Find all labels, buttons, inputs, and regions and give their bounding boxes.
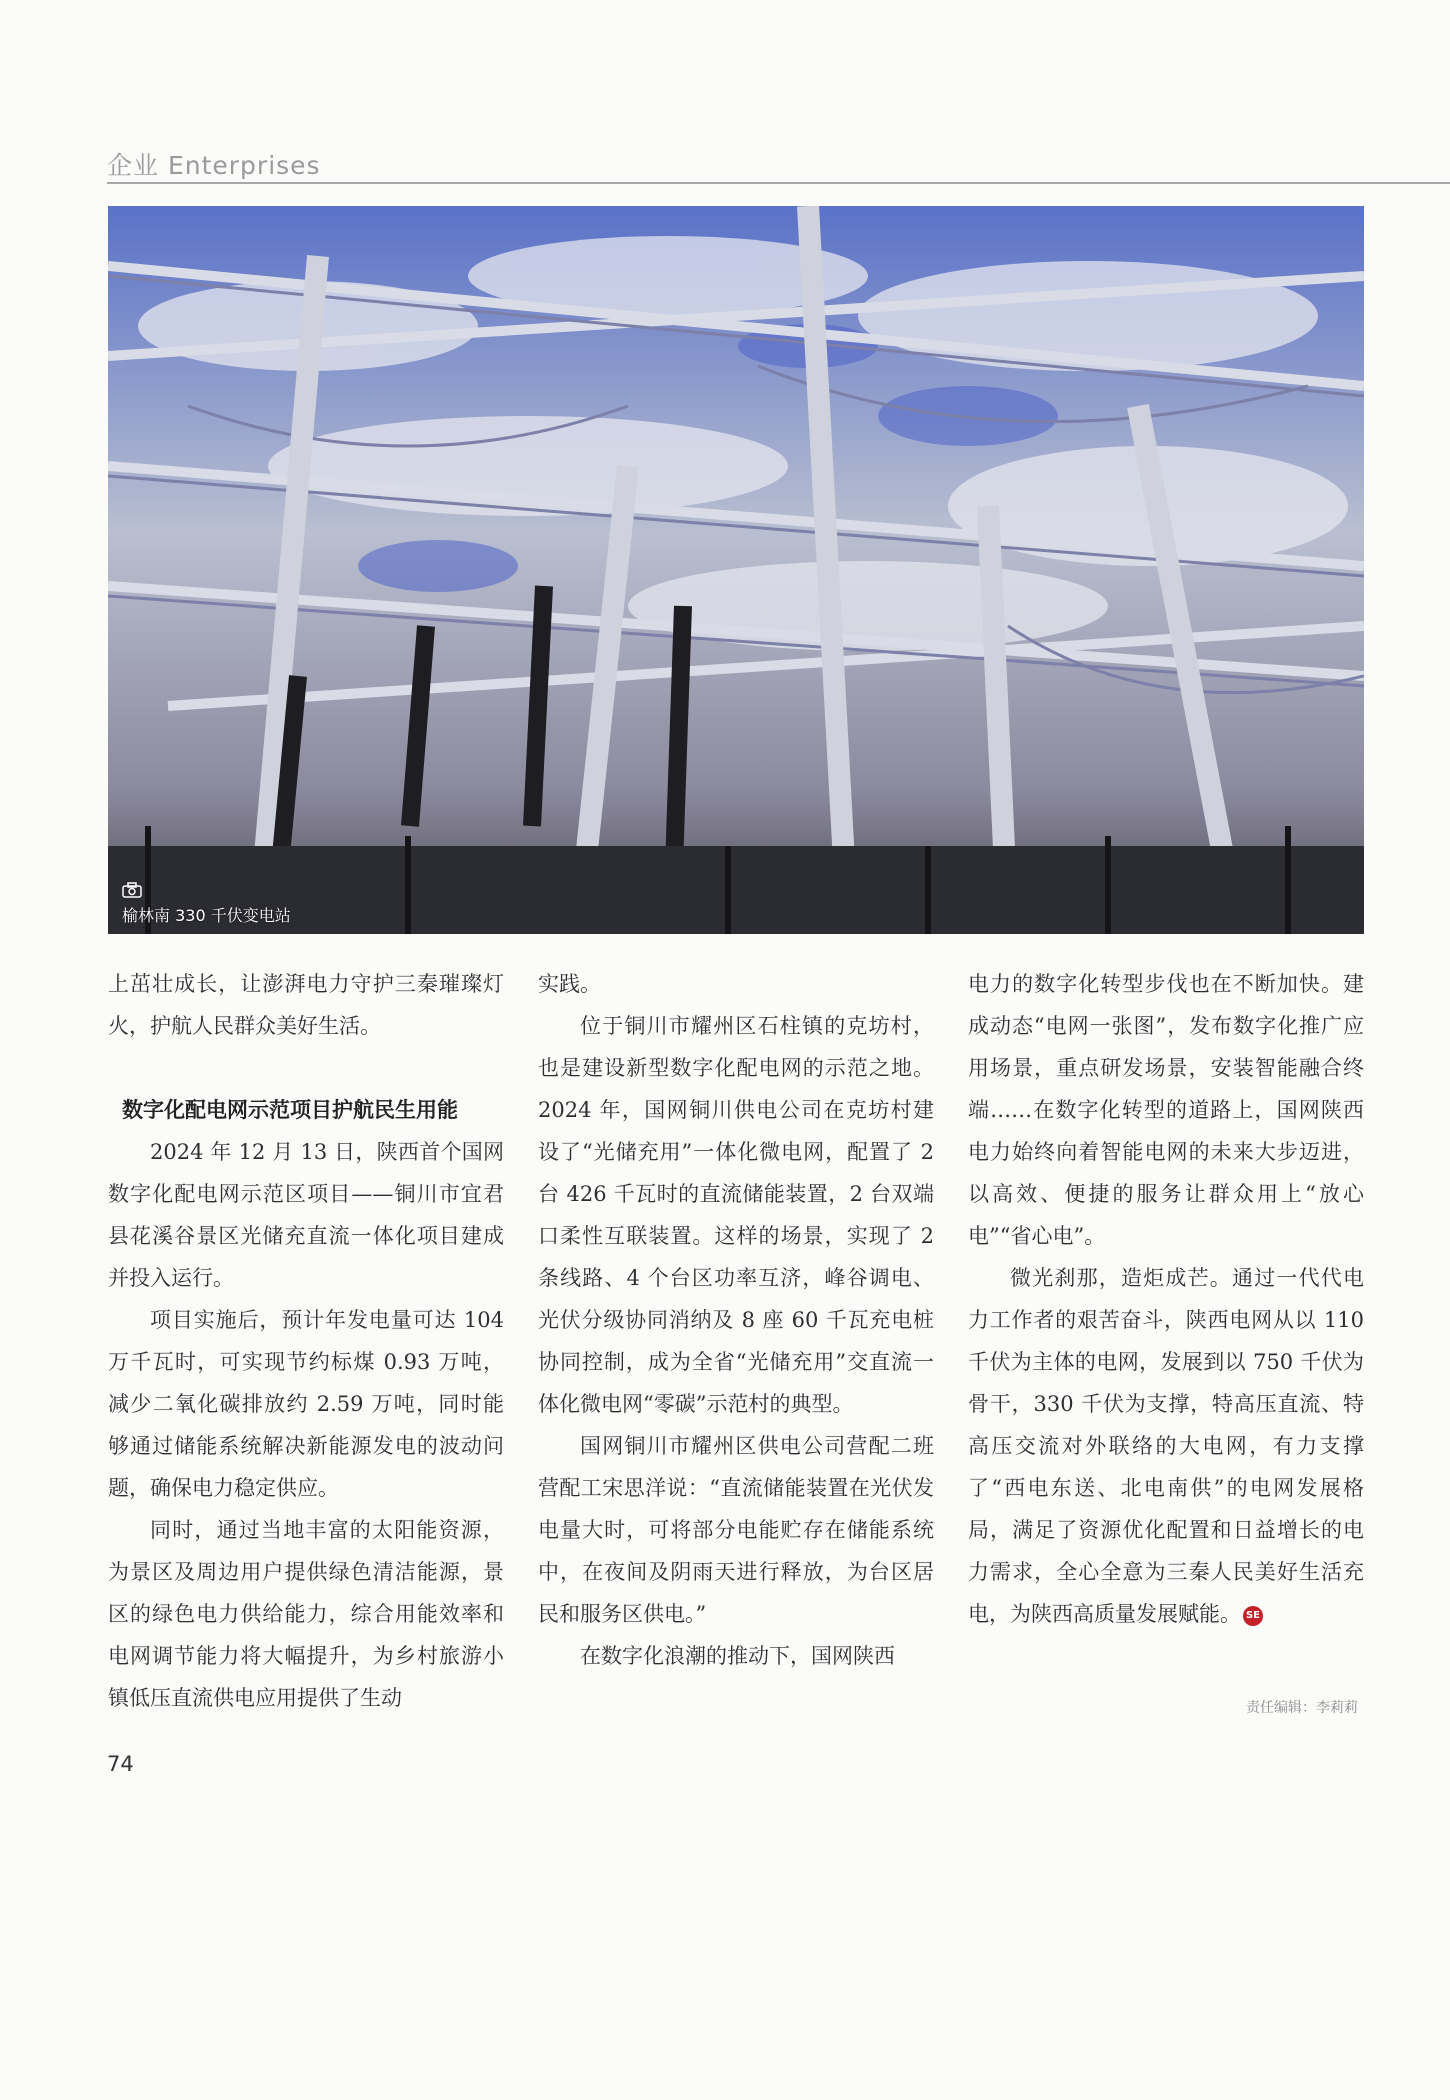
section-heading: 数字化配电网示范项目护航民生用能 — [122, 1098, 458, 1122]
end-mark-icon: SE — [1243, 1606, 1263, 1626]
substation-photo — [108, 206, 1364, 934]
editor-credit: 责任编辑：李莉莉 — [1246, 1700, 1358, 1716]
paragraph: 2024 年 12 月 13 日，陕西首个国网数字化配电网示范区项目——铜川市宜君县花溪谷景区光储充直流一体化项目建成并投入运行。 — [108, 1140, 504, 1290]
paragraph — [968, 1257, 1364, 1635]
camera-icon — [122, 882, 142, 898]
paragraph: 实践。 — [538, 972, 601, 996]
paragraph: 在数字化浪潮的推动下，国网陕西 — [580, 1644, 895, 1668]
paragraph: 上茁壮成长，让澎湃电力守护三秦璀璨灯火，护航人民群众美好生活。 — [108, 972, 504, 1038]
substation-illustration — [108, 206, 1364, 934]
header-rule — [107, 182, 1450, 184]
photo-caption: 榆林南 330 千伏变电站 — [122, 906, 291, 925]
paragraph: 位于铜川市耀州区石柱镇的克坊村，也是建设新型数字化配电网的示范之地。2024 年，国网铜川供电公司在克坊村建设了“光储充用”一体化微电网，配置了 2 台 426 千瓦时的直流储能装置，2 台双端口柔性互联装置。这样的场景，实现了 2 条线路、4 个台区功率互济，峰谷调电、光伏分级协同消纳及 8 座 60 千瓦充电桩协同控制，成为全省“光储充用”交直流一体化微电网“零碳”示范村的典型。 — [538, 1014, 934, 1416]
section-header: 企业 Enterprises — [107, 151, 321, 180]
paragraph: 同时，通过当地丰富的太阳能资源，为景区及周边用户提供绿色清洁能源，景区的绿色电力供给能力，综合用能效率和电网调节能力将大幅提升，为乡村旅游小镇低压直流供电应用提供了生动 — [108, 1518, 504, 1710]
page-number: 74 — [107, 1752, 134, 1776]
column-1 — [108, 963, 504, 1719]
paragraph: 国网铜川市耀州区供电公司营配二班营配工宋思洋说：“直流储能装置在光伏发电量大时，可将部分电能贮存在储能系统中，在夜间及阴雨天进行释放，为台区居民和服务区供电。” — [538, 1434, 934, 1626]
column-2 — [538, 963, 934, 1677]
paragraph: 项目实施后，预计年发电量可达 104 万千瓦时，可实现节约标煤 0.93 万吨，减少二氧化碳排放约 2.59 万吨，同时能够通过储能系统解决新能源发电的波动问题，确保电力稳定供应。 — [108, 1308, 504, 1500]
paragraph: 电力的数字化转型步伐也在不断加快。建成动态“电网一张图”，发布数字化推广应用场景，重点研发场景，安装智能融合终端……在数字化转型的道路上，国网陕西电力始终向着智能电网的未来大步迈进，以高效、便捷的服务让群众用上“放心电”“省心电”。 — [968, 972, 1364, 1248]
column-3 — [968, 963, 1364, 1635]
paragraph-text: 微光刹那，造炬成芒。通过一代代电力工作者的艰苦奋斗，陕西电网从以 110 千伏为主体的电网，发展到以 750 千伏为骨干，330 千伏为支撑，特高压直流、特高压交流对外联络的大电网，有力支撑了“西电东送、北电南供”的电网发展格局，满足了资源优化配置和日益增长的电力需求，全心全意为三秦人民美好生活充电，为陕西高质量发展赋能。 — [968, 1266, 1364, 1626]
